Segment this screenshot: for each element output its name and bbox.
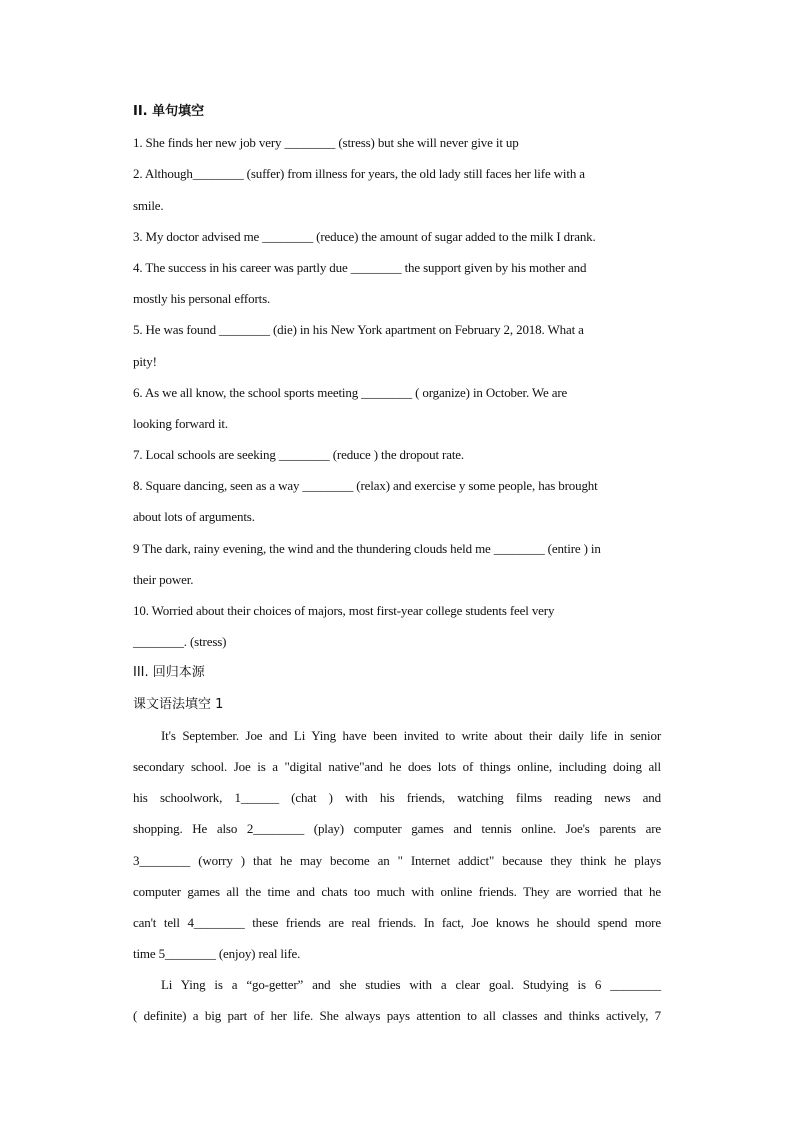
passage-paragraph-1 [133, 720, 661, 970]
passage-line: It's September. Joe and Li Ying have been invited to write about their daily life in senior [161, 727, 661, 743]
question-line: 2. Although________ (suffer) from illness for years, the old lady still faces her life with a [133, 166, 585, 182]
passage-paragraph-2 [133, 969, 661, 1031]
question-line: their power. [133, 571, 194, 587]
section-3-subheading: 课文语法填空 1 [133, 696, 224, 712]
section-3-heading: III. 回归本源 [133, 665, 205, 681]
question-line: ________. (stress) [133, 634, 227, 650]
passage-line: shopping. He also 2________ (play) computer games and tennis online. Joe's parents are [133, 821, 661, 837]
question-line: 1. She finds her new job very ________ (stress) but she will never give it up [133, 135, 519, 151]
question-line: 3. My doctor advised me ________ (reduce) the amount of sugar added to the milk I drank. [133, 228, 596, 244]
question-line: smile. [133, 197, 164, 213]
section-2-heading: II. 单句填空 [133, 104, 205, 119]
document-page [133, 96, 661, 1032]
passage-line: Li Ying is a “go-getter” and she studies with a clear goal. Studying is 6 ________ [161, 977, 661, 993]
question-line: about lots of arguments. [133, 509, 255, 525]
section-2-questions [133, 127, 661, 657]
question-line: 4. The success in his career was partly due ________ the support given by his mother and [133, 259, 587, 275]
question-line: 8. Square dancing, seen as a way ________ (relax) and exercise y some people, has brought [133, 478, 598, 494]
question-line: pity! [133, 353, 157, 369]
question-line: 9 The dark, rainy evening, the wind and the thundering clouds held me ________ (entire ) in [133, 540, 601, 556]
passage-line: his schoolwork, 1______ (chat ) with his friends, watching films reading news and [133, 790, 661, 806]
question-line: 7. Local schools are seeking ________ (reduce ) the dropout rate. [133, 447, 465, 463]
question-line: 5. He was found ________ (die) in his New York apartment on February 2, 2018. What a [133, 322, 584, 338]
question-line: mostly his personal efforts. [133, 291, 271, 307]
passage-line: ( definite) a big part of her life. She always pays attention to all classes and thinks actively, 7 [133, 1008, 661, 1024]
question-line: 10. Worried about their choices of majors, most first-year college students feel very [133, 603, 555, 618]
question-line: looking forward it. [133, 415, 228, 431]
passage-line: secondary school. Joe is a "digital native"and he does lots of things online, including doing all [133, 758, 661, 774]
passage-line: time 5________ (enjoy) real life. [133, 946, 301, 962]
passage-line: 3________ (worry ) that he may become an " Internet addict" because they think he plays [133, 852, 661, 868]
question-line: 6. As we all know, the school sports meeting ________ ( organize) in October. We are [133, 384, 568, 400]
passage-line: computer games all the time and chats too much with online friends. They are worried that he [133, 883, 661, 899]
passage-line: can't tell 4________ these friends are real friends. In fact, Joe knows he should spend more [133, 914, 661, 930]
